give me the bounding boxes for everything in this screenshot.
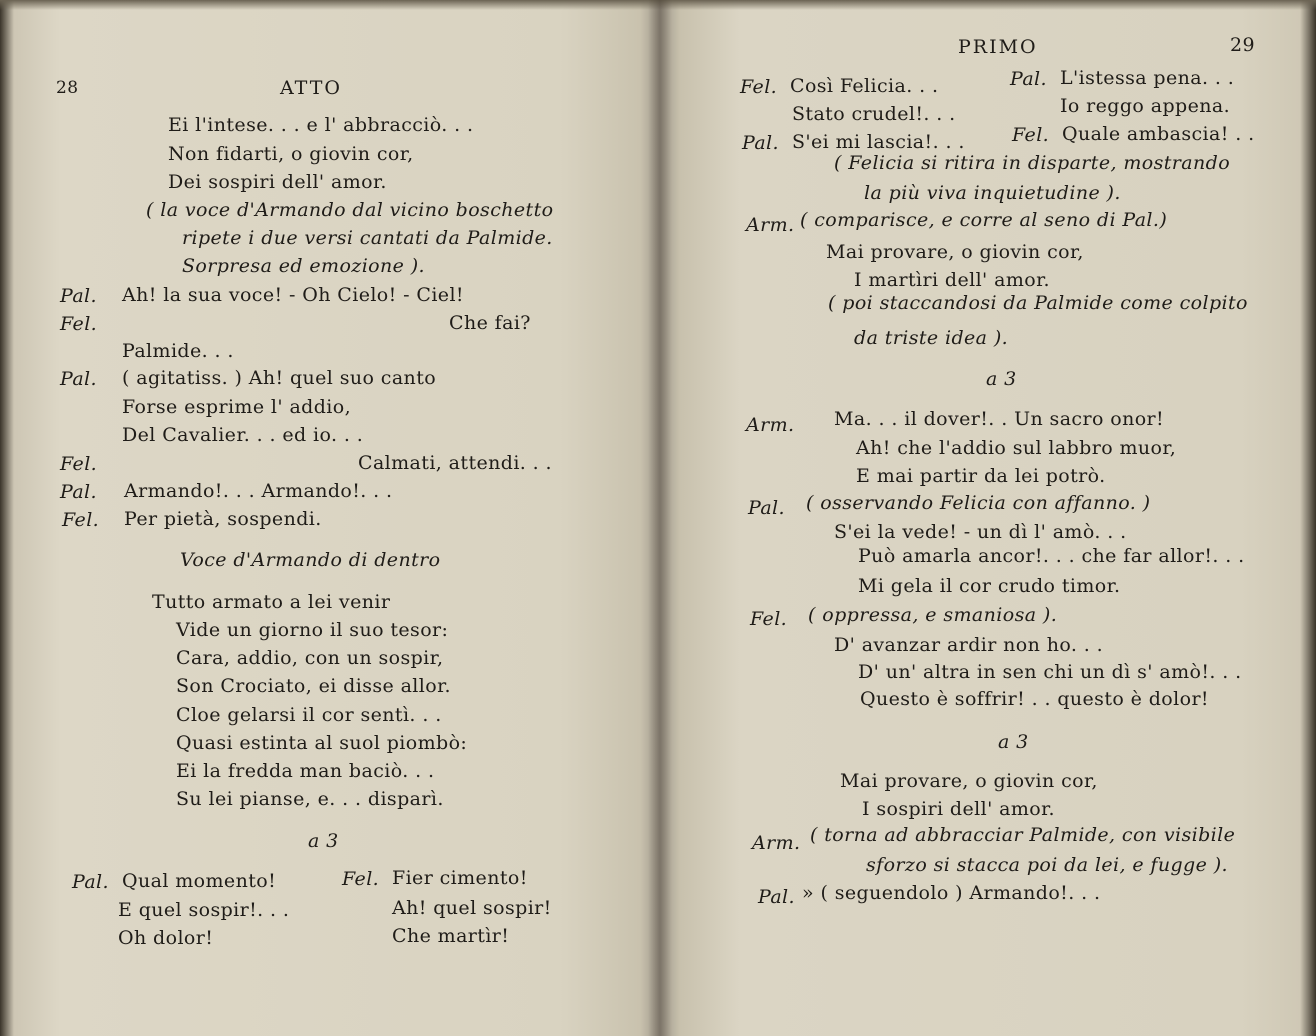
speaker-label: Fel. bbox=[60, 313, 98, 335]
speaker-label: Pal. bbox=[748, 497, 785, 519]
verse-line: Ah! quel sospir! bbox=[392, 897, 552, 919]
verse-line: S'ei mi lascia!. . . bbox=[792, 131, 965, 153]
page-number: 28 bbox=[56, 78, 79, 98]
verse-line: Per pietà, sospendi. bbox=[124, 508, 322, 530]
right-page bbox=[660, 0, 1316, 1036]
verse-line: Che martìr! bbox=[392, 925, 510, 947]
verse-line: Forse esprime l' addio, bbox=[122, 396, 352, 418]
speaker-label: Fel. bbox=[750, 608, 788, 630]
section-heading: Voce d'Armando di dentro bbox=[180, 549, 441, 571]
verse-line: Non fidarti, o giovin cor, bbox=[168, 143, 414, 165]
verse-line: D' avanzar ardir non ho. . . bbox=[834, 634, 1104, 656]
verse-line: Ah! che l'addio sul labbro muor, bbox=[856, 437, 1177, 459]
verse-line: Mi gela il cor crudo timor. bbox=[858, 575, 1121, 597]
stage-direction: la più viva inquietudine ). bbox=[864, 182, 1121, 204]
verse-line: » ( seguendolo ) Armando!. . . bbox=[802, 882, 1101, 904]
speaker-label: Pal. bbox=[60, 285, 97, 307]
page-number: 29 bbox=[1230, 34, 1255, 56]
stage-direction: ( comparisce, e corre al seno di Pal.) bbox=[800, 209, 1168, 231]
stage-direction: ( la voce d'Armando dal vicino boschetto bbox=[146, 199, 554, 221]
verse-line: Cloe gelarsi il cor sentì. . . bbox=[176, 704, 442, 726]
speaker-label: Pal. bbox=[742, 132, 779, 154]
speaker-label: Arm. bbox=[746, 214, 795, 236]
speaker-label: Fel. bbox=[740, 76, 778, 98]
speaker-label: Pal. bbox=[60, 368, 97, 390]
verse-line: Dei sospiri dell' amor. bbox=[168, 171, 387, 193]
verse-line: Così Felicia. . . bbox=[790, 75, 939, 97]
verse-line: L'istessa pena. . . bbox=[1060, 67, 1235, 89]
verse-line: ( agitatiss. ) Ah! quel suo canto bbox=[122, 367, 437, 389]
verse-line: Palmide. . . bbox=[122, 340, 234, 362]
verse-line: Su lei pianse, e. . . disparì. bbox=[176, 788, 444, 810]
section-heading: a 3 bbox=[998, 731, 1029, 753]
speaker-label: Arm. bbox=[752, 832, 801, 854]
speaker-label: Fel. bbox=[1012, 124, 1050, 146]
verse-line: E quel sospir!. . . bbox=[118, 899, 290, 921]
speaker-label: Pal. bbox=[72, 871, 109, 893]
section-heading: a 3 bbox=[986, 368, 1017, 390]
verse-line: Ei la fredda man baciò. . . bbox=[176, 760, 435, 782]
stage-direction: ripete i due versi cantati da Palmide. bbox=[182, 227, 553, 249]
verse-line: Vide un giorno il suo tesor: bbox=[176, 619, 449, 641]
verse-line: Ei l'intese. . . e l' abbracciò. . . bbox=[168, 114, 474, 136]
page-header: PRIMO bbox=[958, 36, 1038, 58]
speaker-label: Pal. bbox=[1010, 68, 1047, 90]
verse-line: I martìri dell' amor. bbox=[854, 269, 1050, 291]
speaker-label: Fel. bbox=[62, 509, 100, 531]
verse-line: Fier cimento! bbox=[392, 867, 528, 889]
stage-direction: ( oppressa, e smaniosa ). bbox=[808, 604, 1058, 626]
verse-line: Mai provare, o giovin cor, bbox=[840, 770, 1098, 792]
speaker-label: Pal. bbox=[60, 481, 97, 503]
stage-direction: ( Felicia si ritira in disparte, mostrando bbox=[834, 152, 1231, 174]
verse-line: Può amarla ancor!. . . che far allor!. . . bbox=[858, 545, 1245, 567]
stage-direction: ( poi staccandosi da Palmide come colpito bbox=[828, 292, 1248, 314]
speaker-label: Fel. bbox=[60, 453, 98, 475]
verse-line: Ah! la sua voce! - Oh Cielo! - Ciel! bbox=[122, 284, 464, 306]
speaker-label: Arm. bbox=[746, 414, 795, 436]
verse-line: Oh dolor! bbox=[118, 927, 214, 949]
stage-direction: ( osservando Felicia con affanno. ) bbox=[806, 492, 1151, 514]
verse-line: Qual momento! bbox=[122, 870, 277, 892]
stage-direction: Sorpresa ed emozione ). bbox=[182, 255, 425, 277]
verse-line: E mai partir da lei potrò. bbox=[856, 465, 1106, 487]
verse-line: S'ei la vede! - un dì l' amò. . . bbox=[834, 521, 1127, 543]
verse-line: Quale ambascia! . . bbox=[1062, 123, 1255, 145]
verse-line: Questo è soffrir! . . questo è dolor! bbox=[860, 688, 1209, 710]
verse-line: Del Cavalier. . . ed io. . . bbox=[122, 424, 364, 446]
verse-line: Ma. . . il dover!. . Un sacro onor! bbox=[834, 408, 1165, 430]
stage-direction: da triste idea ). bbox=[854, 327, 1009, 349]
verse-line: Cara, addio, con un sospir, bbox=[176, 647, 444, 669]
verse-line: Che fai? bbox=[449, 312, 531, 334]
verse-line: Stato crudel!. . . bbox=[792, 103, 956, 125]
verse-line: Armando!. . . Armando!. . . bbox=[124, 480, 393, 502]
page-header: ATTO bbox=[280, 77, 342, 99]
verse-line: Tutto armato a lei venir bbox=[152, 591, 391, 613]
verse-line: Mai provare, o giovin cor, bbox=[826, 241, 1084, 263]
stage-direction: sforzo si stacca poi da lei, e fugge ). bbox=[866, 854, 1228, 876]
speaker-label: Pal. bbox=[758, 886, 795, 908]
verse-line: Quasi estinta al suol piombò: bbox=[176, 732, 468, 754]
speaker-label: Fel. bbox=[342, 868, 380, 890]
section-heading: a 3 bbox=[308, 830, 339, 852]
verse-line: I sospiri dell' amor. bbox=[862, 798, 1055, 820]
verse-line: Io reggo appena. bbox=[1060, 95, 1231, 117]
stage-direction: ( torna ad abbracciar Palmide, con visibile bbox=[810, 824, 1236, 846]
verse-line: Son Crociato, ei disse allor. bbox=[176, 675, 451, 697]
verse-line: Calmati, attendi. . . bbox=[358, 452, 552, 474]
verse-line: D' un' altra in sen chi un dì s' amò!. . . bbox=[858, 661, 1242, 683]
